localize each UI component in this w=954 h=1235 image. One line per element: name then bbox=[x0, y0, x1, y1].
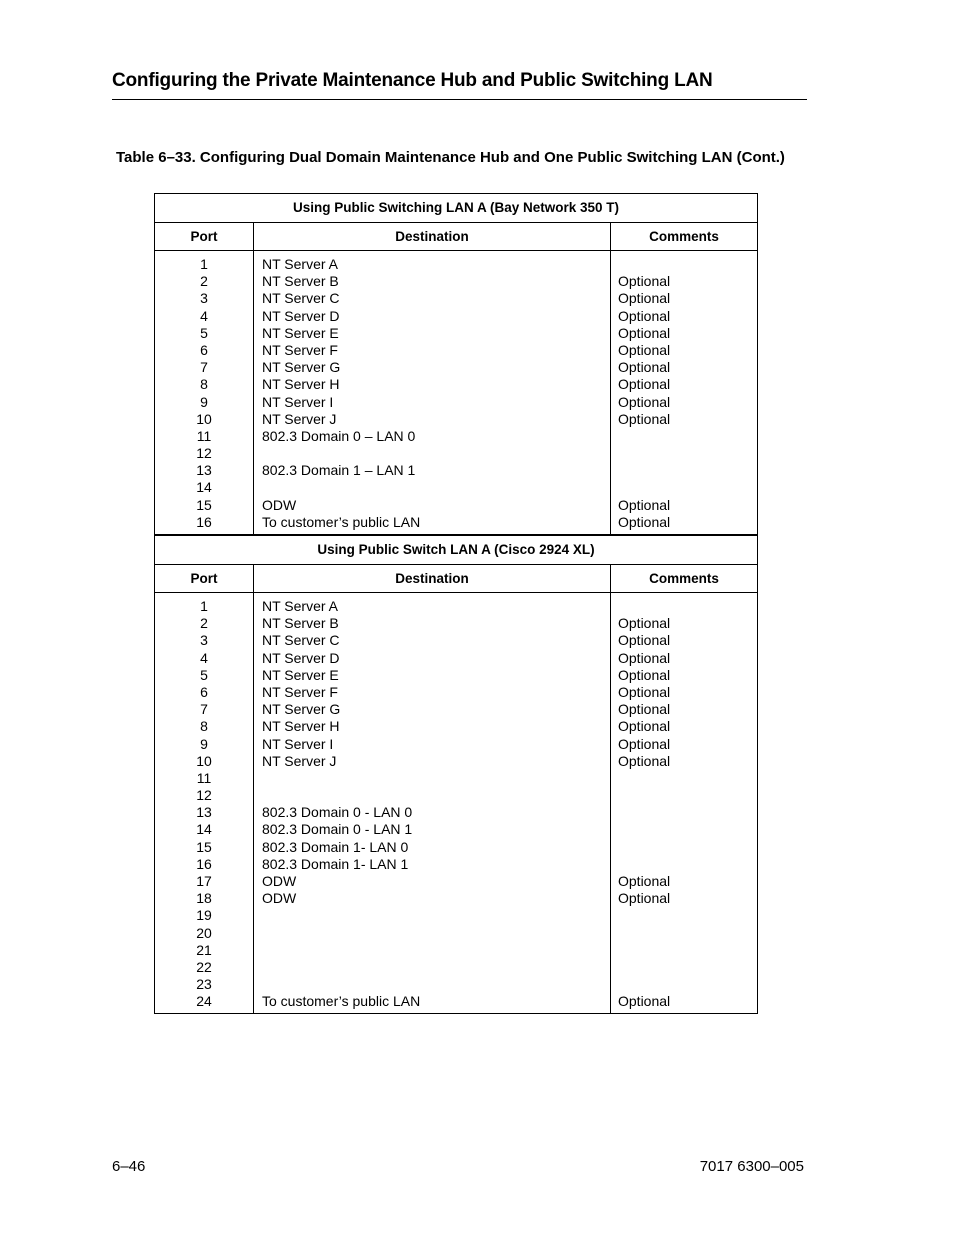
table-cell-destination bbox=[254, 479, 610, 496]
table-cell-destination: To customer’s public LAN bbox=[262, 513, 421, 530]
table-cell-destination: NT Server C bbox=[262, 632, 340, 649]
table-cell-port: 12 bbox=[196, 787, 212, 804]
table-cell-comments: Optional bbox=[618, 993, 671, 1010]
table-cell-destination bbox=[254, 445, 610, 462]
table-cell-destination: NT Server G bbox=[262, 359, 341, 376]
table-cell-port: 4 bbox=[200, 649, 208, 666]
table-cell-port: 14 bbox=[196, 479, 212, 496]
table-cell-port: 15 bbox=[196, 838, 212, 855]
comments-column bbox=[611, 593, 757, 1014]
table-cell-port: 3 bbox=[200, 632, 208, 649]
table-cell-destination: NT Server J bbox=[262, 752, 337, 769]
document-number: 7017 6300–005 bbox=[699, 1158, 804, 1175]
table-cell-destination: NT Server D bbox=[262, 307, 340, 324]
table-cell-port: 9 bbox=[200, 735, 208, 752]
table-cell-destination bbox=[254, 907, 610, 924]
table-title: Using Public Switching LAN A (Bay Network 350 T) bbox=[155, 194, 757, 223]
table-cell-port: 13 bbox=[196, 804, 212, 821]
table-cell-destination: NT Server G bbox=[262, 701, 341, 718]
table-cell-comments: Optional bbox=[618, 683, 671, 700]
table-cell-port: 4 bbox=[200, 307, 208, 324]
table-cell-port: 17 bbox=[196, 873, 212, 889]
destination-column bbox=[254, 251, 611, 535]
table-cell-port: 10 bbox=[196, 410, 212, 427]
table-cell-port: 18 bbox=[196, 890, 212, 907]
table-cell-destination: NT Server H bbox=[262, 718, 340, 735]
table-cell-comments: Optional bbox=[618, 632, 671, 649]
table-cell-destination bbox=[254, 925, 610, 942]
table-cell-destination: 802.3 Domain 1- LAN 1 bbox=[262, 855, 409, 872]
table-cell-comments bbox=[611, 462, 757, 479]
table-cell-port: 8 bbox=[200, 376, 208, 393]
table-cell-destination: NT Server C bbox=[262, 290, 340, 307]
table-cell-comments bbox=[611, 428, 757, 445]
table-cell-comments: Optional bbox=[618, 701, 671, 718]
table-cell-comments: Optional bbox=[618, 307, 671, 324]
table-cell-comments: Optional bbox=[618, 890, 671, 907]
table-cell-destination: ODW bbox=[262, 873, 297, 889]
table-cell-comments bbox=[611, 821, 757, 838]
table-cell-destination: NT Server B bbox=[262, 615, 339, 632]
table-cell-comments bbox=[611, 770, 757, 787]
table-cell-port: 19 bbox=[196, 907, 212, 924]
table-body bbox=[155, 251, 757, 535]
cisco-table bbox=[154, 535, 758, 1014]
table-cell-port: 14 bbox=[196, 821, 212, 838]
header-rule bbox=[112, 99, 807, 100]
table-cell-comments bbox=[611, 804, 757, 821]
table-cell-port: 24 bbox=[196, 993, 212, 1010]
table-header-row bbox=[155, 565, 757, 593]
table-cell-destination bbox=[254, 787, 610, 804]
table-caption: Table 6–33. Configuring Dual Domain Maintenance Hub and One Public Switching LAN (Cont.) bbox=[116, 149, 785, 166]
table-cell-destination bbox=[254, 976, 610, 993]
table-cell-comments bbox=[611, 976, 757, 993]
table-cell-port: 13 bbox=[196, 462, 212, 479]
table-cell-port: 12 bbox=[196, 445, 212, 462]
table-title: Using Public Switch LAN A (Cisco 2924 XL) bbox=[155, 536, 757, 565]
table-cell-port: 11 bbox=[196, 427, 212, 444]
table-cell-port: 20 bbox=[196, 924, 212, 941]
table-cell-comments bbox=[611, 787, 757, 804]
table-cell-comments: Optional bbox=[618, 873, 671, 889]
table-cell-port: 9 bbox=[200, 393, 208, 410]
table-cell-destination: NT Server F bbox=[262, 683, 338, 700]
table-cell-port: 1 bbox=[200, 598, 208, 614]
page-number: 6–46 bbox=[112, 1158, 146, 1175]
table-cell-comments: Optional bbox=[618, 718, 671, 735]
table-cell-destination: 802.3 Domain 0 - LAN 0 bbox=[262, 804, 413, 821]
table-cell-comments bbox=[611, 256, 757, 273]
table-cell-port: 10 bbox=[196, 752, 212, 769]
table-cell-destination: NT Server B bbox=[262, 273, 339, 290]
column-header-comments: Comments bbox=[649, 571, 719, 586]
table-cell-destination bbox=[254, 959, 610, 976]
table-cell-destination: NT Server D bbox=[262, 649, 340, 666]
table-cell-comments: Optional bbox=[618, 496, 671, 513]
table-cell-comments bbox=[611, 925, 757, 942]
table-cell-port: 5 bbox=[200, 324, 208, 341]
destination-column bbox=[254, 593, 611, 1014]
port-column bbox=[155, 251, 254, 535]
table-cell-comments: Optional bbox=[618, 359, 671, 376]
table-cell-port: 15 bbox=[196, 496, 212, 513]
table-cell-destination: NT Server A bbox=[262, 256, 338, 272]
table-body bbox=[155, 593, 757, 1014]
page-header-title: Configuring the Private Maintenance Hub and Public Switching LAN bbox=[112, 70, 713, 91]
table-cell-port: 16 bbox=[196, 513, 212, 530]
table-cell-comments: Optional bbox=[618, 273, 671, 290]
column-header-comments: Comments bbox=[649, 229, 719, 244]
table-cell-destination: 802.3 Domain 1 – LAN 1 bbox=[262, 462, 416, 479]
table-cell-port: 16 bbox=[196, 855, 212, 872]
table-cell-port: 7 bbox=[200, 701, 208, 718]
table-cell-destination: NT Server E bbox=[262, 324, 339, 341]
table-cell-comments bbox=[611, 839, 757, 856]
table-cell-port: 6 bbox=[200, 683, 208, 700]
bay-network-table bbox=[154, 193, 758, 535]
table-cell-port: 11 bbox=[196, 769, 212, 786]
table-cell-destination: 802.3 Domain 1- LAN 0 bbox=[262, 838, 409, 855]
table-cell-comments bbox=[611, 959, 757, 976]
table-cell-port: 22 bbox=[196, 958, 212, 975]
table-cell-destination bbox=[254, 770, 610, 787]
table-cell-comments: Optional bbox=[618, 341, 671, 358]
table-cell-comments: Optional bbox=[618, 615, 671, 632]
table-cell-destination: NT Server F bbox=[262, 341, 338, 358]
table-cell-destination: NT Server E bbox=[262, 666, 339, 683]
table-cell-comments: Optional bbox=[618, 752, 671, 769]
table-cell-comments bbox=[611, 907, 757, 924]
column-header-port: Port bbox=[155, 565, 254, 592]
table-cell-comments bbox=[611, 942, 757, 959]
table-cell-comments: Optional bbox=[618, 649, 671, 666]
table-cell-destination: NT Server A bbox=[262, 598, 338, 614]
comments-column bbox=[611, 251, 757, 535]
table-cell-port: 2 bbox=[200, 615, 208, 632]
table-cell-comments bbox=[611, 445, 757, 462]
table-cell-comments: Optional bbox=[618, 324, 671, 341]
table-cell-comments: Optional bbox=[618, 735, 671, 752]
table-cell-destination: ODW bbox=[262, 890, 297, 907]
table-cell-comments: Optional bbox=[618, 513, 671, 530]
table-cell-destination: NT Server I bbox=[262, 393, 334, 410]
table-cell-port: 8 bbox=[200, 718, 208, 735]
table-cell-port: 1 bbox=[200, 256, 208, 272]
table-cell-comments: Optional bbox=[618, 376, 671, 393]
column-header-destination: Destination bbox=[254, 223, 611, 250]
table-cell-port: 5 bbox=[200, 666, 208, 683]
table-cell-comments bbox=[611, 598, 757, 615]
table-cell-comments: Optional bbox=[618, 666, 671, 683]
table-cell-comments bbox=[611, 856, 757, 873]
table-cell-destination: NT Server J bbox=[262, 410, 337, 427]
table-cell-port: 7 bbox=[200, 359, 208, 376]
table-cell-destination: NT Server H bbox=[262, 376, 340, 393]
table-cell-comments: Optional bbox=[618, 290, 671, 307]
column-header-destination: Destination bbox=[254, 565, 611, 592]
table-cell-comments: Optional bbox=[618, 410, 671, 427]
table-cell-destination bbox=[254, 942, 610, 959]
table-cell-destination: ODW bbox=[262, 496, 297, 513]
table-cell-destination: 802.3 Domain 0 - LAN 1 bbox=[262, 821, 413, 838]
table-cell-port: 3 bbox=[200, 290, 208, 307]
table-cell-comments bbox=[611, 479, 757, 496]
column-header-port: Port bbox=[155, 223, 254, 250]
table-cell-destination: NT Server I bbox=[262, 735, 334, 752]
table-cell-port: 6 bbox=[200, 341, 208, 358]
table-cell-comments: Optional bbox=[618, 393, 671, 410]
table-cell-destination: To customer’s public LAN bbox=[262, 993, 421, 1010]
port-column bbox=[155, 593, 254, 1014]
table-cell-port: 23 bbox=[196, 976, 212, 993]
table-cell-port: 21 bbox=[196, 941, 212, 958]
table-header-row bbox=[155, 223, 757, 251]
table-cell-destination: 802.3 Domain 0 – LAN 0 bbox=[262, 427, 416, 444]
table-cell-port: 2 bbox=[200, 273, 208, 290]
